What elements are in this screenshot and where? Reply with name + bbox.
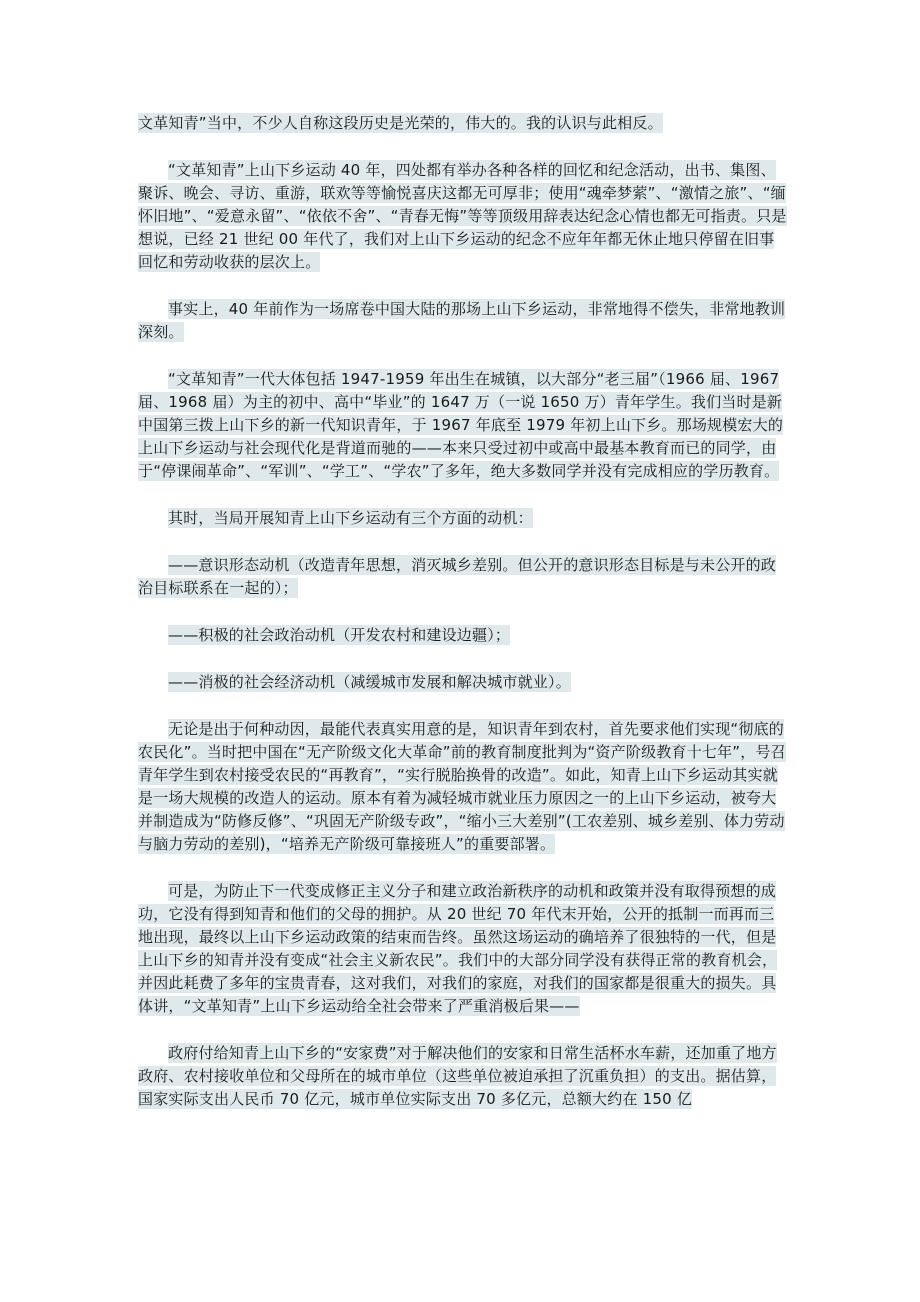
paragraph-8 [138, 671, 788, 694]
paragraph-1 [138, 112, 788, 135]
paragraph-11 [138, 1042, 788, 1111]
paragraph-7-text: ——积极的社会政治动机（开发农村和建设边疆）； [168, 626, 511, 644]
paragraph-11-text: 政府付给知青上山下乡的“安家费”对于解决他们的安家和日常生活杯水车薪，还加重了地方政府、农村接收单位和父母所在的城市单位（这些单位被迫承担了沉重负担）的支出。据估算，国家实际支出人民币 70 亿元，城市单位实际支出 70 多亿元，总额大约在 150 亿 [138, 1044, 777, 1108]
paragraph-4 [138, 368, 788, 483]
paragraph-6-text: ——意识形态动机（改造青年思想，消灭城乡差别。但公开的意识形态目标是与未公开的政治目标联系在一起的）； [138, 556, 777, 597]
document-body [138, 112, 788, 1135]
paragraph-6 [138, 554, 788, 600]
paragraph-10 [138, 880, 788, 1018]
paragraph-3-text: 事实上，40 年前作为一场席卷中国大陆的那场上山下乡运动，非常地得不偿失，非常地教训深刻。 [138, 300, 786, 341]
paragraph-7 [138, 624, 788, 647]
paragraph-2 [138, 159, 788, 274]
paragraph-8-text: ——消极的社会经济动机（减缓城市发展和解决城市就业）。 [168, 673, 571, 691]
paragraph-10-text: 可是，为防止下一代变成修正主义分子和建立政治新秩序的动机和政策并没有取得预想的成功，它没有得到知青和他们的父母的拥护。从 20 世纪 70 年代末开始，公开的抵制一而再而三地出现，最终以上山下乡运动政策的结束而告终。虽然这场运动的确培养了很独特的一代，但是上山下乡的知青并没有变成“社会主义新农民”。我们中的大部分同学没有获得正常的教育机会，并因此耗费了多年的宝贵青春，这对我们，对我们的家庭，对我们的国家都是很重大的损失。具体讲，“文革知青”上山下乡运动给全社会带来了严重消极后果—— [138, 882, 778, 1015]
paragraph-2-text: “文革知青”上山下乡运动 40 年，四处都有举办各种各样的回忆和纪念活动，出书、集图、聚诉、晚会、寻访、重游，联欢等等愉悦喜庆这都无可厚非；使用“魂牵梦萦”、“激情之旅”、“缅怀旧地”、“爱意永留”、“依依不舍”、“青春无悔”等等顶级用辞表达纪念心情也都无可指责。只是想说，已经 21 世纪 00 年代了，我们对上山下乡运动的纪念不应年年都无休止地只停留在旧事回忆和劳动收获的层次上。 [138, 161, 787, 271]
paragraph-9-text: 无论是出于何种动因，最能代表真实用意的是，知识青年到农村，首先要求他们实现“彻底的农民化”。当时把中国在“无产阶级文化大革命”前的教育制度批判为“资产阶级教育十七年”，号召青年学生到农村接受农民的“再教育”，“实行脱胎换骨的改造”。如此，知青上山下乡运动其实就是一场大规模的改造人的运动。原本有着为减轻城市就业压力原因之一的上山下乡运动，被夸大并制造成为“防修反修”、“巩固无产阶级专政”，“缩小三大差别”(工农差别、城乡差别、体力劳动与脑力劳动的差别)，“培养无产阶级可靠接班人”的重要部署。 [138, 720, 786, 853]
paragraph-5 [138, 507, 788, 530]
paragraph-1-text: 文革知青”当中，不少人自称这段历史是光荣的，伟大的。我的认识与此相反。 [138, 114, 663, 132]
paragraph-9 [138, 718, 788, 856]
paragraph-3 [138, 298, 788, 344]
paragraph-5-text: 其时，当局开展知青上山下乡运动有三个方面的动机： [168, 509, 533, 527]
paragraph-4-text: “文革知青”一代大体包括 1947-1959 年出生在城镇，以大部分“老三届”（1966 届、1967 届、1968 届）为主的初中、高中“毕业”的 1647 万（一说 1650 万）青年学生。我们当时是新中国第三拨上山下乡的新一代知识青年，于 1967 年底至 1979 年初上山下乡。那场规模宏大的上山下乡运动与社会现代化是背道而驰的——本来只受过初中或高中最基本教育而已的同学，由于“停课闹革命”、“军训”、“学工”、“学农”了多年，绝大多数同学并没有完成相应的学历教育。 [138, 370, 784, 480]
